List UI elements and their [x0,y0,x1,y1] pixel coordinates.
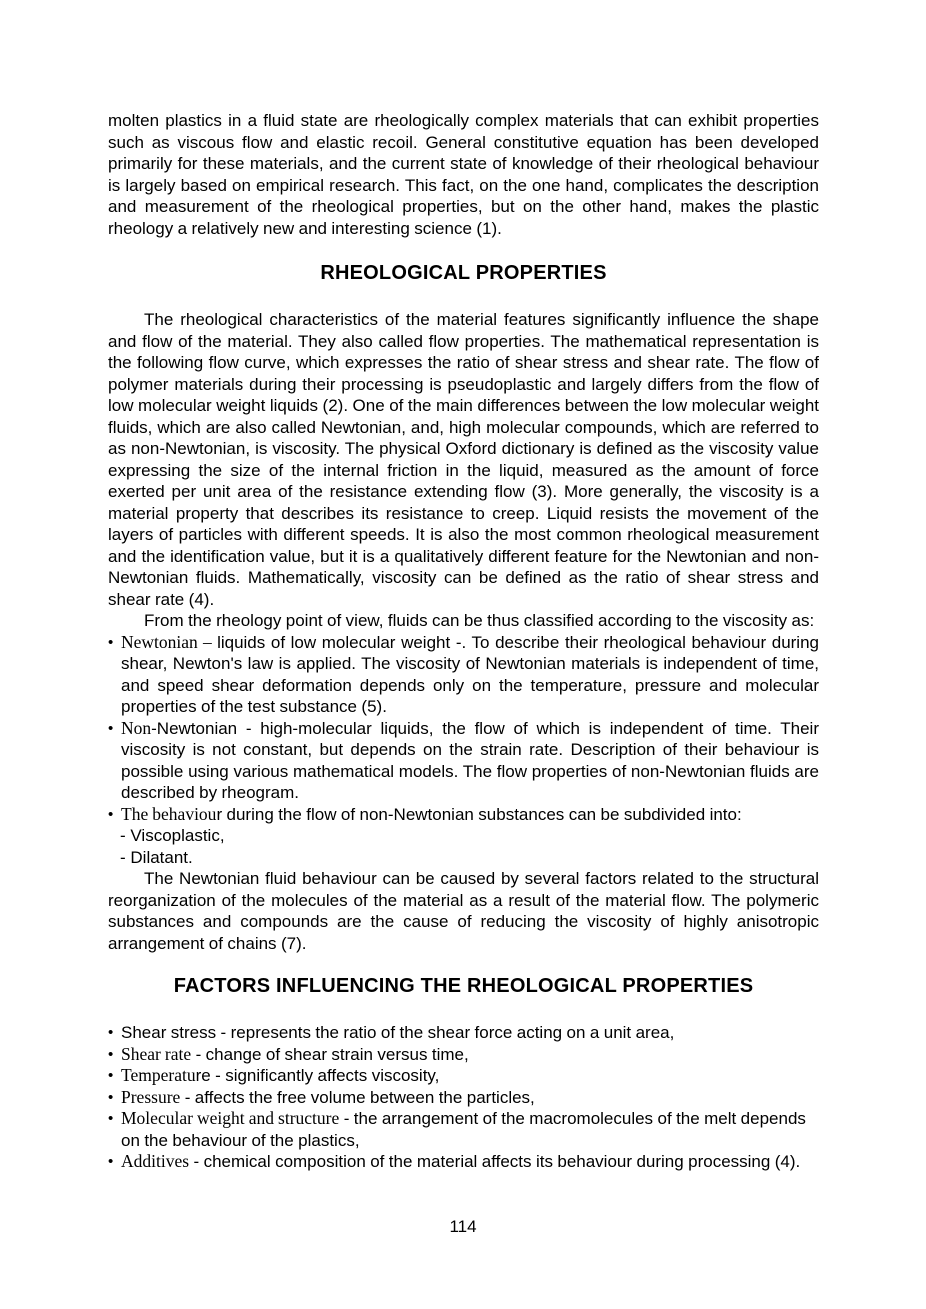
list-item-term: Non [121,717,152,738]
list-item-non-newtonian [108,718,819,804]
bullet-icon: • [108,633,114,651]
list-item-term: Newtonian – [121,631,218,652]
list-item-text: - affects the free volume between the particles, [180,1087,535,1107]
list-item-molecular-weight [108,1108,819,1151]
list-item-newtonian [108,632,819,718]
list-item-additives [108,1151,819,1173]
list-item-text: -Newtonian - high-molecular liquids, the flow of which is independent of time. Their viscosity is not constant, but depends on the strain rate. Description of their behaviour is possible using various mathematical models. The flow properties of non-Newtonian fluids are described by rheogram. [121,718,819,802]
list-item-term: Additives [121,1151,190,1171]
list-item-text: - change of shear strain versus time, [191,1044,469,1064]
list-item-text: - the arrangement of the macromolecules of the melt depends on the behaviour of the plastics, [121,1109,806,1150]
list-item-shear-stress [108,1022,819,1044]
bullet-icon: • [108,1088,114,1106]
paragraph-rheological-2: The Newtonian fluid behaviour can be caused by several factors related to the structural reorganization of the molecules of the material as a result of the material flow. The polymeric substances and compounds are the cause of reducing the viscosity of highly anisotropic arrangement of chains (7). [108,869,819,953]
bullet-icon: • [108,1024,114,1041]
list-item-temperature [108,1065,819,1087]
list-item-term: Shear rate [121,1043,192,1064]
list-item-term: Molecular weight and structure [121,1108,340,1128]
section-title-factors-influencing: FACTORS INFLUENCING THE RHEOLOGICAL PROPERTIES [173,975,754,997]
sub-list-item-viscoplastic: - Viscoplastic, [120,826,225,845]
bullet-icon: • [108,1153,114,1170]
list-item-text: r during the flow of non-Newtonian substances can be subdivided into: [216,804,742,824]
list-item-behaviour [108,804,819,826]
list-item-text: liquids of low molecular weight -. To describe their rheological behaviour during shear, Newton's law is applied. The viscosity of Newtonian materials is independent of time, and speed shear deformation depends only on the temperature, pressure and molecular properties of the test substance (5). [121,632,819,716]
list-item-text: Shear stress - represents the ratio of the shear force acting on a unit area, [121,1023,675,1042]
classification-lead-line: From the rheology point of view, fluids can be thus classified according to the viscosity as: [144,611,815,630]
list-item-text: re - significantly affects viscosity, [195,1066,440,1085]
sub-list-item-dilatant: - Dilatant. [120,847,193,867]
list-item-text: - chemical composition of the material affects its behaviour during processing (4). [189,1152,801,1171]
list-item-shear-rate [108,1044,819,1066]
text-column [108,110,819,1173]
list-item-term: Pressure [121,1086,181,1107]
page-number: 114 [449,1217,477,1236]
list-item-pressure [108,1087,819,1109]
bullet-icon: • [108,1067,114,1084]
bullet-icon: • [108,719,114,737]
intro-paragraph: molten plastics in a fluid state are rheologically complex materials that can exhibit properties such as viscous flow and elastic recoil. General constitutive equation has been developed primarily for these materials, and the current state of knowledge of their rheological behaviour is largely based on empirical research. This fact, on the one hand, complicates the description and measurement of the rheological properties, but on the other hand, makes the plastic rheology a relatively new and interesting science (1). [108,111,819,238]
bullet-icon: • [108,805,114,823]
bullet-icon: • [108,1045,114,1063]
section-title-rheological-properties: RHEOLOGICAL PROPERTIES [320,262,607,284]
bullet-icon: • [108,1110,114,1127]
paragraph-rheological-1: The rheological characteristics of the material features significantly influence the shape and flow of the material. They also called flow properties. The mathematical representation is the following flow curve, which expresses the ratio of shear stress and shear rate. The flow of polymer materials during their processing is pseudoplastic and largely differs from the flow of low molecular weight liquids (2). One of the main differences between the low molecular weight fluids, which are also called Newtonian, and, high molecular compounds, which are referred to as non-Newtonian, is viscosity. The physical Oxford dictionary is defined as the viscosity value expressing the size of the internal friction in the liquid, measured as the amount of force exerted per unit area of the resistance extending flow (3). More generally, the viscosity is a material property that describes its resistance to creep. Liquid resists the movement of the layers of particles with different speeds. It is also the most common rheological measurement and the identification value, but it is a qualitatively different feature for the Newtonian and non-Newtonian fluids. Mathematically, viscosity can be defined as the ratio of shear stress and shear rate (4). [108,310,819,609]
list-item-term: The behaviou [121,803,217,824]
list-item-term: Temperatu [121,1065,196,1085]
